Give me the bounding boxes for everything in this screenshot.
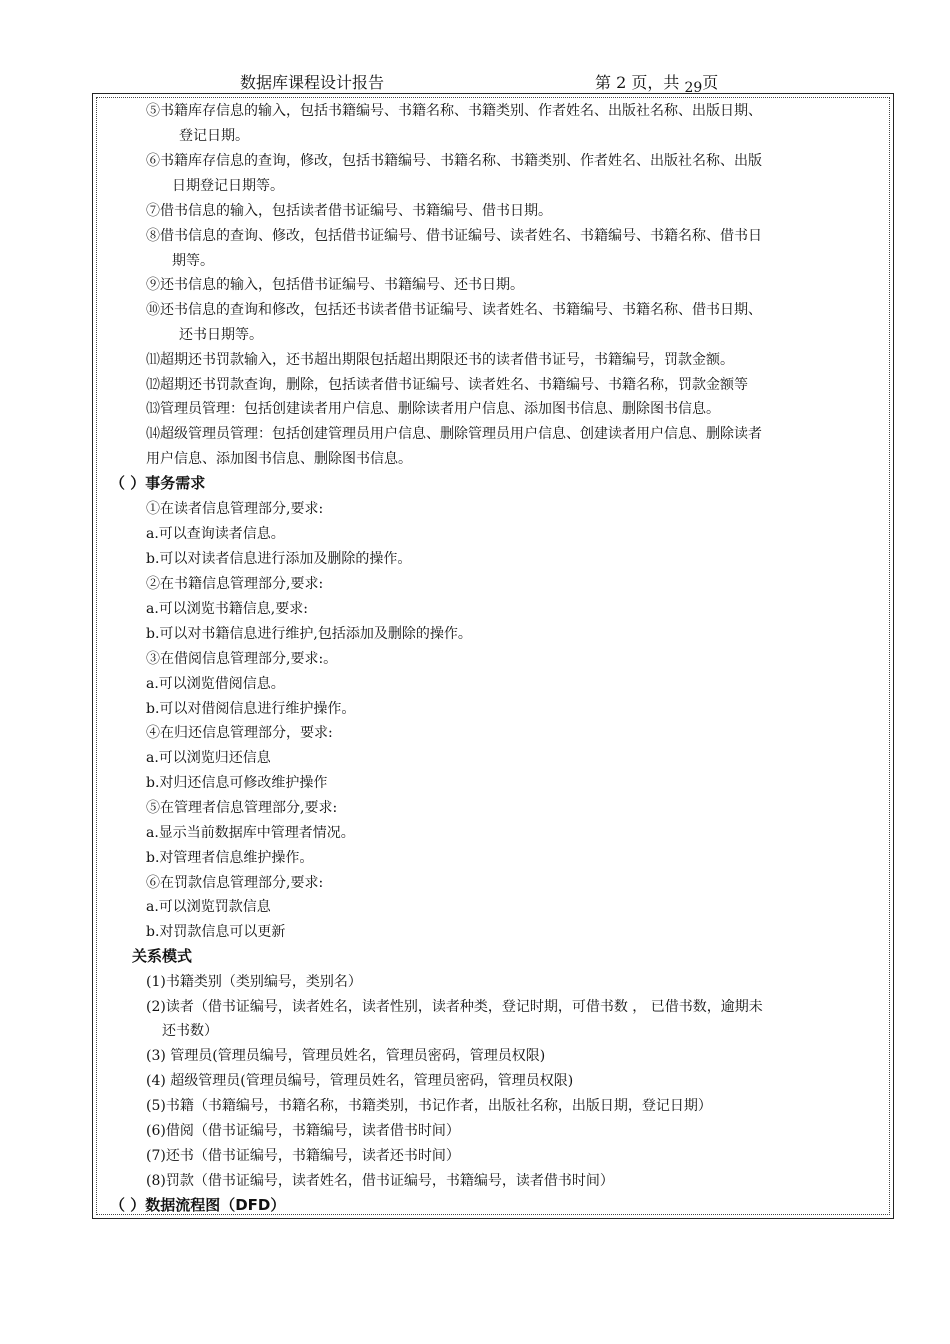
transaction-line: b.对归还信息可修改维护操作 <box>146 775 328 791</box>
transaction-line: ①在读者信息管理部分,要求: <box>146 501 324 517</box>
relation-item: (5)书籍（书籍编号，书籍名称，书籍类别，书记作者，出版社名称，出版日期，登记日期） <box>146 1098 712 1114</box>
function-item-8-line-1: ⑧借书信息的查询、修改，包括借书证编号、借书证编号、读者姓名、书籍编号、书籍名称、借书日 <box>146 228 762 244</box>
function-item-5-line-2: 登记日期。 <box>179 128 249 144</box>
transaction-line: a.可以查询读者信息。 <box>146 526 285 542</box>
function-item-11: ⑾超期还书罚款输入，还书超出期限包括超出期限还书的读者借书证号，书籍编号，罚款金额。 <box>146 352 734 368</box>
transaction-line: ④在归还信息管理部分，要求: <box>146 725 333 741</box>
relation-item: (7)还书（借书证编号，书籍编号，读者还书时间） <box>146 1148 460 1164</box>
transaction-line: b.可以对借阅信息进行维护操作。 <box>146 701 356 717</box>
transaction-line: b.可以对读者信息进行添加及删除的操作。 <box>146 551 412 567</box>
relation-schema-heading: 关系模式 <box>132 947 193 965</box>
relation-item: (6)借阅（借书证编号，书籍编号，读者借书时间） <box>146 1123 460 1139</box>
transaction-line: ②在书籍信息管理部分,要求: <box>146 576 324 592</box>
transaction-line: a.显示当前数据库中管理者情况。 <box>146 825 355 841</box>
relation-item: (3) 管理员(管理员编号，管理员姓名，管理员密码，管理员权限) <box>146 1048 546 1064</box>
page-indicator-suffix: 页 <box>702 73 719 92</box>
function-item-9: ⑨还书信息的输入，包括借书证编号、书籍编号、还书日期。 <box>146 277 524 293</box>
function-item-10-line-1: ⑩还书信息的查询和修改，包括还书读者借书证编号、读者姓名、书籍编号、书籍名称、借书日期、 <box>146 302 762 318</box>
relation-item-continued: 还书数） <box>162 1023 218 1039</box>
function-item-14-line-2: 用户信息、添加图书信息、删除图书信息。 <box>146 451 412 467</box>
transaction-line: b.对罚款信息可以更新 <box>146 924 286 940</box>
relation-item: (2)读者（借书证编号，读者姓名，读者性别，读者种类，登记时期，可借书数 ， 已借书数，逾期未 <box>146 999 763 1015</box>
function-item-13: ⒀管理员管理：包括创建读者用户信息、删除读者用户信息、添加图书信息、删除图书信息。 <box>146 401 720 417</box>
transaction-requirements-heading: （ ）事务需求 <box>110 474 206 492</box>
transaction-line: a.可以浏览借阅信息。 <box>146 676 285 692</box>
relation-item: (4) 超级管理员(管理员编号，管理员姓名，管理员密码，管理员权限) <box>146 1073 574 1089</box>
transaction-line: ⑤在管理者信息管理部分,要求: <box>146 800 338 816</box>
function-item-7: ⑦借书信息的输入，包括读者借书证编号、书籍编号、借书日期。 <box>146 203 552 219</box>
transaction-line: ③在借阅信息管理部分,要求:。 <box>146 651 338 667</box>
relation-item: (8)罚款（借书证编号，读者姓名，借书证编号，书籍编号，读者借书时间） <box>146 1173 614 1189</box>
function-item-14-line-1: ⒁超级管理员管理：包括创建管理员用户信息、删除管理员用户信息、创建读者用户信息、删除读者 <box>146 426 762 442</box>
page-indicator <box>595 70 719 96</box>
relation-item: (1)书籍类别（类别编号，类别名） <box>146 974 362 990</box>
transaction-line: b.可以对书籍信息进行维护,包括添加及删除的操作。 <box>146 626 472 642</box>
function-item-6-line-2: 日期登记日期等。 <box>172 178 284 194</box>
page-indicator-prefix: 第 2 页，共 <box>595 73 685 92</box>
function-item-5-line-1: ⑤书籍库存信息的输入，包括书籍编号、书籍名称、书籍类别、作者姓名、出版社名称、出版日期、 <box>146 103 762 119</box>
transaction-line: a.可以浏览罚款信息 <box>146 899 271 915</box>
function-item-12: ⑿超期还书罚款查询，删除，包括读者借书证编号、读者姓名、书籍编号、书籍名称，罚款金额等 <box>146 377 748 393</box>
dfd-heading: （ ）数据流程图（DFD） <box>110 1196 286 1214</box>
function-item-8-line-2: 期等。 <box>172 253 214 269</box>
transaction-line: a.可以浏览书籍信息,要求: <box>146 601 308 617</box>
total-pages: 29 <box>684 80 703 96</box>
transaction-line: ⑥在罚款信息管理部分,要求: <box>146 875 324 891</box>
transaction-line: a.可以浏览归还信息 <box>146 750 271 766</box>
function-item-6-line-1: ⑥书籍库存信息的查询，修改，包括书籍编号、书籍名称、书籍类别、作者姓名、出版社名称、出版 <box>146 153 762 169</box>
transaction-line: b.对管理者信息维护操作。 <box>146 850 314 866</box>
report-title: 数据库课程设计报告 <box>240 73 385 92</box>
function-item-10-line-2: 还书日期等。 <box>179 327 263 343</box>
page-header <box>0 64 950 94</box>
